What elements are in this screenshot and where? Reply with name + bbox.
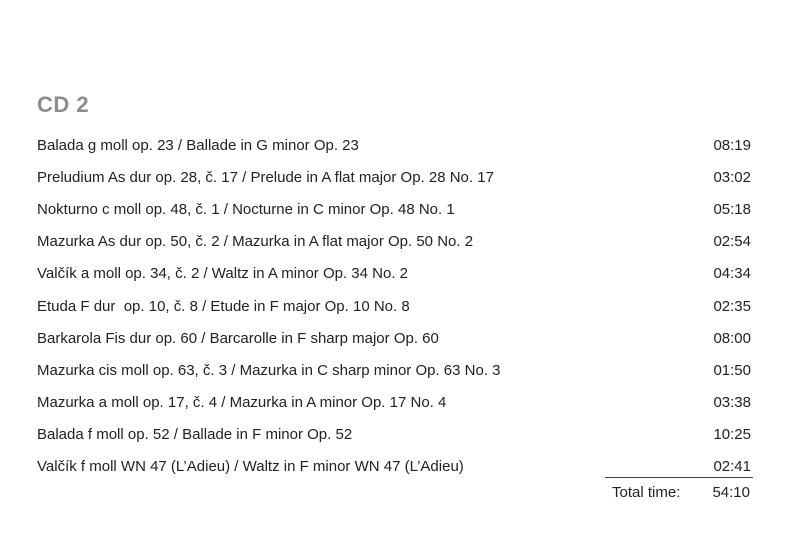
- track-row: [37, 451, 751, 483]
- track-duration: 02:41: [713, 458, 751, 476]
- track-title: Mazurka cis moll op. 63, č. 3 / Mazurka in C sharp minor Op. 63 No. 3: [37, 361, 501, 379]
- track-duration: 05:18: [713, 200, 751, 218]
- track-row: [37, 387, 751, 419]
- track-title: Barkarola Fis dur op. 60 / Barcarolle in F sharp major Op. 60: [37, 329, 439, 347]
- track-row: [37, 226, 751, 258]
- total-time-value: 54:10: [712, 484, 750, 501]
- track-title: Balada g moll op. 23 / Ballade in G minor Op. 23: [37, 136, 359, 154]
- track-duration: 08:00: [713, 329, 751, 347]
- track-duration: 10:25: [713, 426, 751, 444]
- track-duration: 02:54: [713, 233, 751, 251]
- disc-heading: CD 2: [37, 92, 90, 117]
- track-duration: 08:19: [713, 136, 751, 154]
- track-title: Preludium As dur op. 28, č. 17 / Prelude in A flat major Op. 28 No. 17: [37, 168, 494, 186]
- track-duration: 04:34: [713, 265, 751, 283]
- track-row: [37, 161, 751, 193]
- track-row: [37, 193, 751, 225]
- track-row: [37, 419, 751, 451]
- track-title: Etuda F dur op. 10, č. 8 / Etude in F major Op. 10 No. 8: [37, 297, 410, 315]
- track-title: Valčík a moll op. 34, č. 2 / Waltz in A minor Op. 34 No. 2: [37, 265, 408, 283]
- track-title: Mazurka As dur op. 50, č. 2 / Mazurka in A flat major Op. 50 No. 2: [37, 233, 474, 251]
- track-row: [37, 322, 751, 354]
- track-row: [37, 354, 751, 386]
- track-duration: 03:38: [713, 394, 751, 412]
- track-duration: 01:50: [713, 361, 751, 379]
- track-duration: 03:02: [713, 168, 751, 186]
- total-time-row: [612, 484, 750, 501]
- track-duration: 02:35: [713, 297, 751, 315]
- track-list: [37, 129, 751, 483]
- track-title: Valčík f moll WN 47 (L’Adieu) / Waltz in F minor WN 47 (L’Adieu): [37, 458, 464, 476]
- total-time-label: Total time:: [612, 484, 681, 501]
- track-title: Nokturno c moll op. 48, č. 1 / Nocturne in C minor Op. 48 No. 1: [37, 200, 455, 218]
- track-row: [37, 290, 751, 322]
- track-row: [37, 258, 751, 290]
- track-title: Balada f moll op. 52 / Ballade in F minor Op. 52: [37, 426, 353, 444]
- track-row: [37, 129, 751, 161]
- total-divider: [605, 477, 753, 478]
- track-title: Mazurka a moll op. 17, č. 4 / Mazurka in A minor Op. 17 No. 4: [37, 394, 447, 412]
